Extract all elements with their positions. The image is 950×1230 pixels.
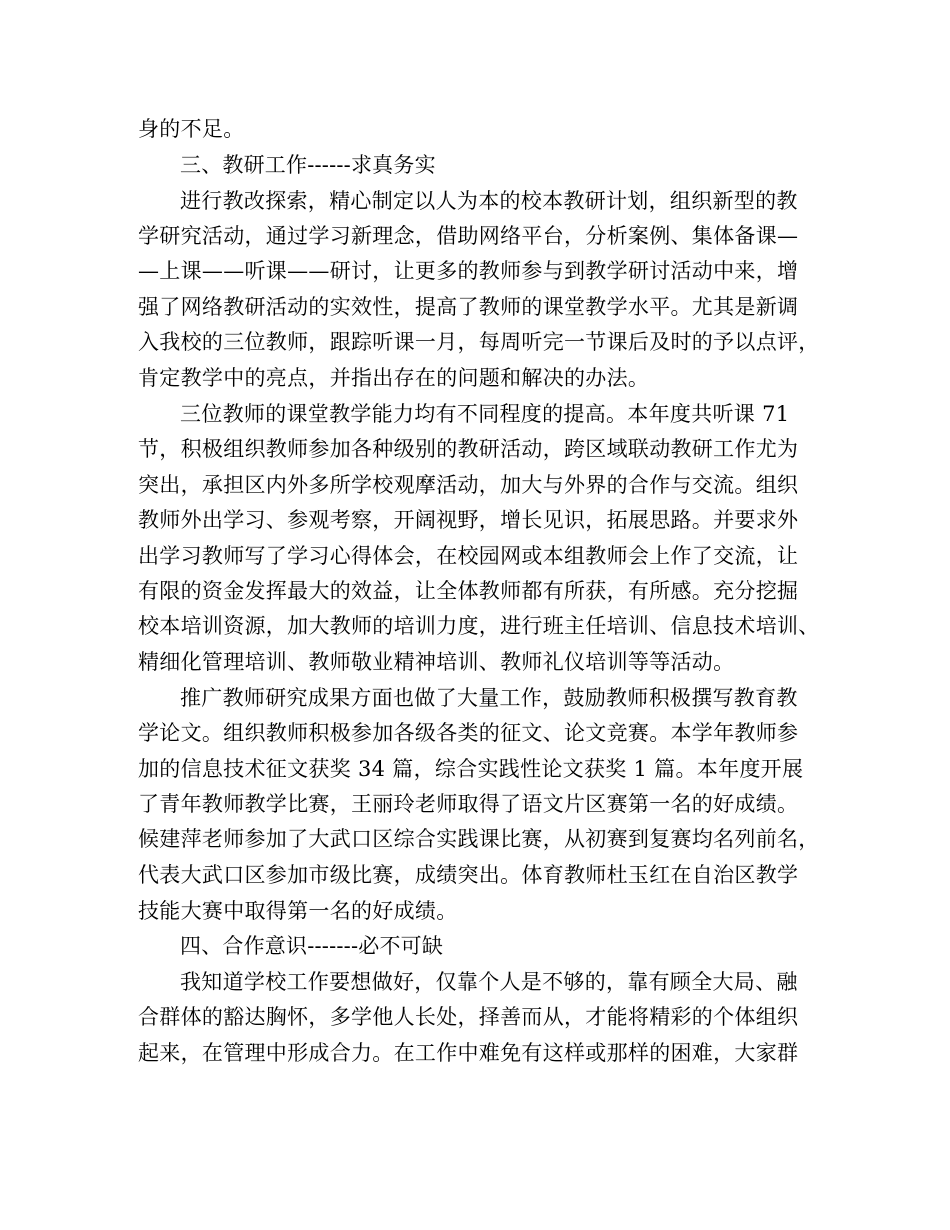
text-line: 加的信息技术征文获奖 34 篇，综合实践性论文获奖 1 篇。本年度开展: [138, 757, 804, 781]
text-line: 入我校的三位教师，跟踪听课一月，每周听完一节课后及时的予以点评，: [138, 330, 820, 354]
text-line: 了青年教师教学比赛，王丽玲老师取得了语文片区赛第一名的好成绩。: [138, 792, 799, 816]
paragraph-first-line: 三位教师的课堂教学能力均有不同程度的提高。本年度共听课 71: [180, 402, 790, 426]
text-line: 代表大武口区参加市级比赛，成绩突出。体育教师杜玉红在自治区教学: [138, 863, 799, 887]
text-line: 合群体的豁达胸怀，多学他人长处，择善而从，才能将精彩的个体组织: [138, 1005, 799, 1029]
text-line: 校本培训资源，加大教师的培训力度，进行班主任培训、信息技术培训、: [138, 614, 820, 638]
paragraph-first-line: 我知道学校工作要想做好，仅靠个人是不够的，靠有顾全大局、融: [180, 970, 798, 994]
text-line: 节，积极组织教师参加各种级别的教研活动，跨区域联动教研工作尤为: [138, 437, 799, 461]
text-line: 肯定教学中的亮点，并指出存在的问题和解决的办法。: [138, 366, 650, 390]
section-heading: 三、教研工作------求真务实: [180, 153, 436, 177]
text-line: 学研究活动，通过学习新理念，借助网络平台，分析案例、集体备课—: [138, 224, 799, 248]
text-line: 技能大赛中取得第一名的好成绩。: [138, 899, 458, 923]
text-line: 起来，在管理中形成合力。在工作中难免有这样或那样的困难，大家群: [138, 1041, 799, 1065]
text-line: 强了网络教研活动的实效性，提高了教师的课堂教学水平。尤其是新调: [138, 295, 799, 319]
text-line: —上课——听课——研讨，让更多的教师参与到教学研讨活动中来，增: [138, 259, 799, 283]
text-line: 候建萍老师参加了大武口区综合实践课比赛，从初赛到复赛均名列前名，: [138, 827, 820, 851]
text-line: 学论文。组织教师积极参加各级各类的征文、论文竞赛。本学年教师参: [138, 721, 799, 745]
paragraph-first-line: 进行教改探索，精心制定以人为本的校本教研计划，组织新型的教: [180, 189, 798, 213]
paragraph-first-line: 推广教师研究成果方面也做了大量工作，鼓励教师积极撰写教育教: [180, 686, 798, 710]
text-line: 出学习教师写了学习心得体会，在校园网或本组教师会上作了交流，让: [138, 544, 799, 568]
text-line: 教师外出学习、参观考察，开阔视野，增长见识，拓展思路。并要求外: [138, 508, 799, 532]
text-line: 突出，承担区内外多所学校观摩活动，加大与外界的合作与交流。组织: [138, 473, 799, 497]
section-heading: 四、合作意识-------必不可缺: [180, 934, 444, 958]
text-line: 身的不足。: [138, 117, 245, 141]
text-line: 精细化管理培训、教师敬业精神培训、教师礼仪培训等等活动。: [138, 650, 735, 674]
text-line: 有限的资金发挥最大的效益，让全体教师都有所获，有所感。充分挖掘: [138, 579, 799, 603]
